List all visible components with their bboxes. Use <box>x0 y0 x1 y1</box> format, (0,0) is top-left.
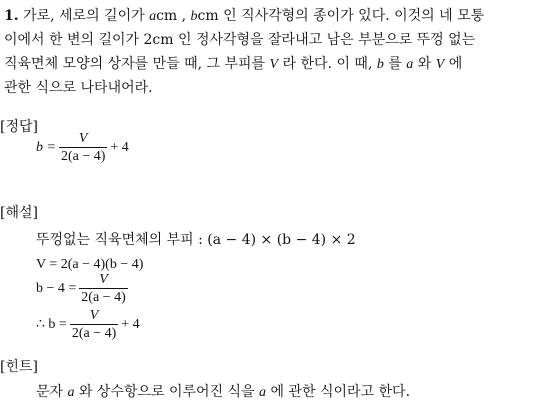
step3-fraction <box>79 271 127 306</box>
problem-number: 1. <box>4 8 19 24</box>
var-b: b <box>190 9 198 24</box>
var-b: b <box>376 57 384 72</box>
var-a: a <box>67 385 75 400</box>
step4-denominator: 2(a − 4) <box>71 326 117 341</box>
solution-step-2: V = 2(a − 4)(b − 4) <box>36 257 144 272</box>
var-V: V <box>435 57 445 72</box>
step4-numerator: V <box>70 307 118 325</box>
answer-heading: [정답] <box>0 119 38 135</box>
problem-text: 를 <box>383 56 407 72</box>
var-a: a <box>406 57 414 72</box>
problem-line-1 <box>4 7 484 26</box>
hint-text-part: 에 관한 식이라고 한다. <box>266 384 411 400</box>
problem-text: 가로, 세로의 길이가 <box>23 8 150 24</box>
solution-step-3 <box>36 271 131 306</box>
problem-line-3 <box>4 55 462 74</box>
var-a: a <box>149 9 157 24</box>
problem-text: 와 <box>413 56 436 72</box>
problem-line-2: 이에서 한 변의 길이가 2cm 인 정사각형을 잘라내고 남은 부분으로 뚜껑 없는 <box>4 32 476 48</box>
solution-step-1: 뚜껑없는 직육면체의 부피 : (a − 4) × (b − 4) × 2 <box>36 232 356 248</box>
step3-numerator: V <box>79 271 127 289</box>
hint-text-part: 문자 <box>36 384 68 400</box>
hint-text-part: 와 상수항으로 이루어진 식을 <box>74 384 260 400</box>
step4-lhs: ∴ b = <box>36 317 67 332</box>
answer-denominator: 2(a − 4) <box>60 149 106 164</box>
answer-lhs: b = <box>36 139 56 155</box>
problem-text: 직육면체 모양의 상자를 만들 때, 그 부피를 <box>4 56 270 72</box>
step4-rhs: + 4 <box>121 316 140 332</box>
hint-heading: [힌트] <box>0 359 38 375</box>
problem-text: cm , <box>156 8 191 24</box>
step4-fraction <box>70 307 118 342</box>
problem-text: 에 <box>444 56 463 72</box>
hint-text <box>36 383 410 402</box>
solution-heading: [해설] <box>0 205 38 221</box>
answer-equation <box>36 130 129 165</box>
var-V: V <box>269 57 279 72</box>
solution-step-4 <box>36 307 140 342</box>
problem-text: cm 인 직사각형의 종이가 있다. 이것의 네 모퉁 <box>197 8 485 24</box>
step3-lhs: b − 4 = <box>36 280 77 296</box>
answer-rhs: + 4 <box>110 139 129 155</box>
problem-line-4: 관한 식으로 나타내어라. <box>4 80 153 96</box>
problem-text: 라 한다. 이 때, <box>278 56 377 72</box>
answer-fraction <box>59 130 107 165</box>
step3-denominator: 2(a − 4) <box>81 290 126 305</box>
answer-numerator: V <box>59 130 107 148</box>
var-a: a <box>259 385 267 400</box>
